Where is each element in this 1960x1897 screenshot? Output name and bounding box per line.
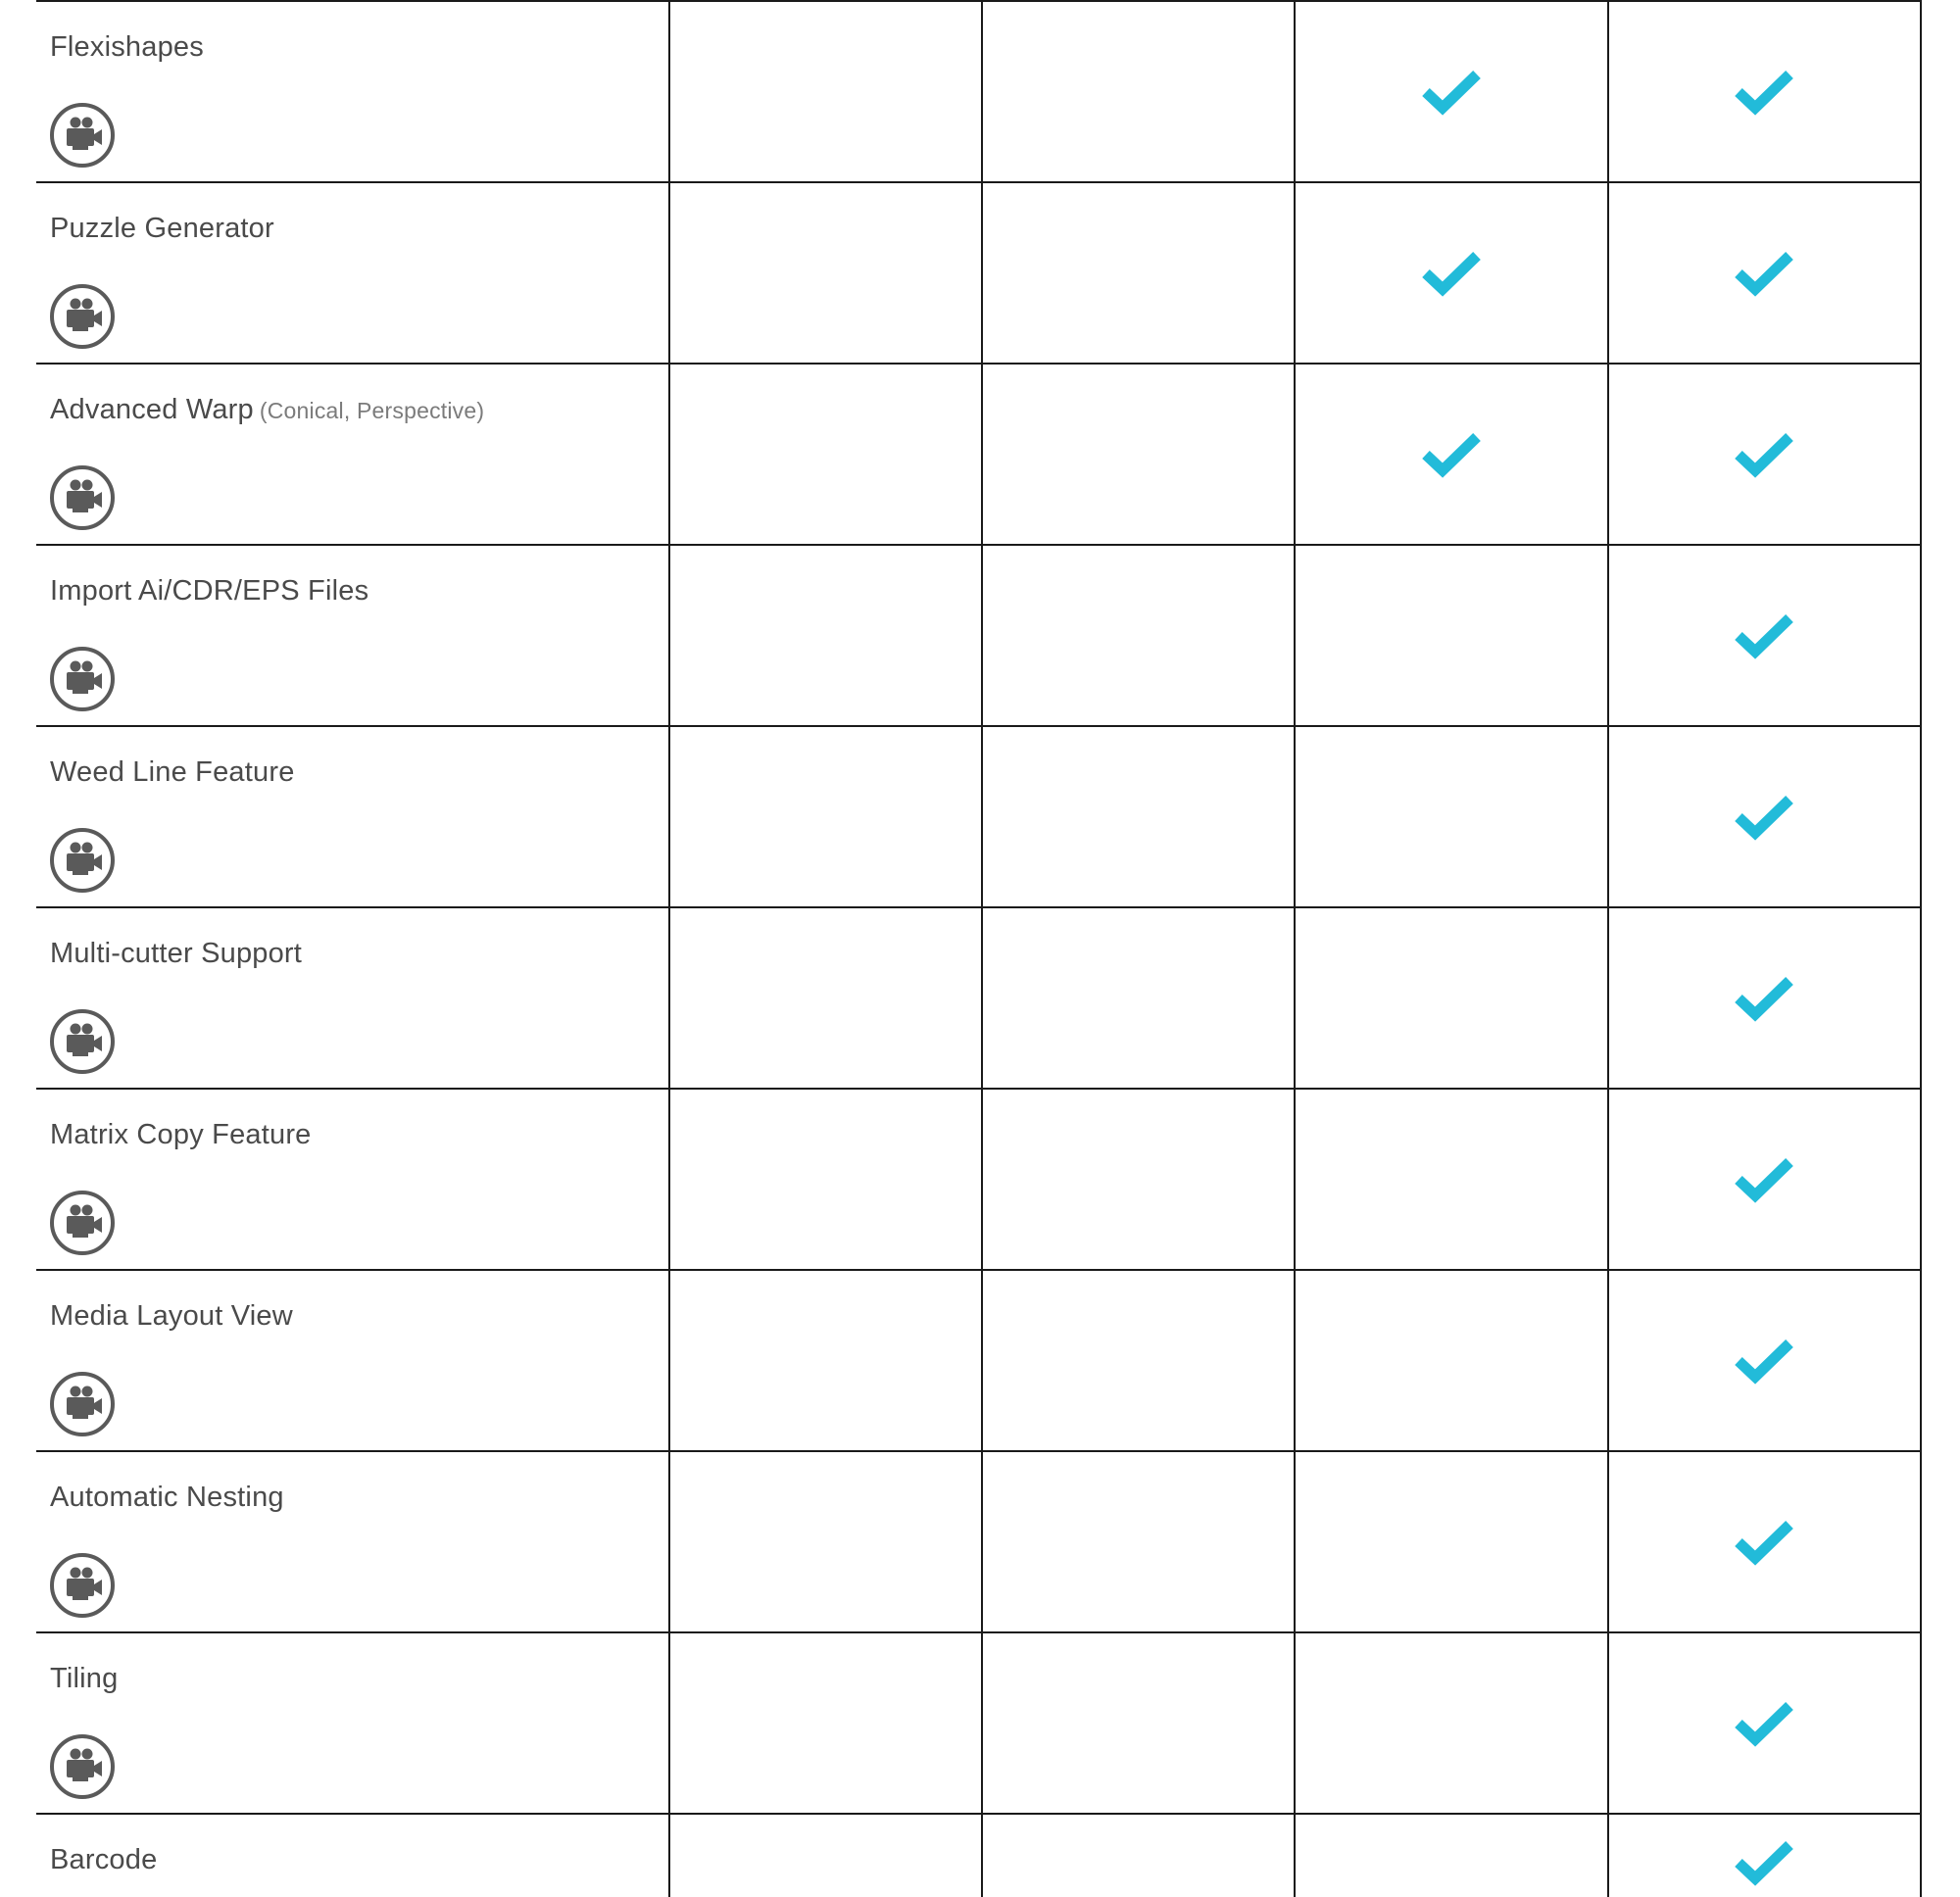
plan-2-cell (982, 726, 1295, 907)
feature-title (50, 394, 484, 426)
feature-name-cell (36, 726, 669, 907)
checkmark-icon (1734, 974, 1794, 1023)
plan-1-cell (669, 1814, 982, 1897)
feature-title (50, 575, 368, 608)
feature-name: Advanced Warp (50, 394, 254, 425)
checkmark-icon (1734, 1699, 1794, 1748)
table-row (36, 1089, 1921, 1270)
plan-2-cell (982, 1, 1295, 182)
feature-comparison-table (36, 0, 1922, 1897)
plan-3-cell (1295, 907, 1607, 1089)
plan-4-cell (1608, 364, 1921, 545)
feature-title (50, 31, 204, 64)
feature-name-cell (36, 1089, 669, 1270)
feature-table-body (36, 1, 1921, 1897)
feature-name: Multi-cutter Support (50, 938, 303, 969)
feature-title (50, 756, 295, 789)
plan-1-cell (669, 1, 982, 182)
plan-2-cell (982, 1632, 1295, 1814)
feature-subtitle: (Conical, Perspective) (259, 398, 485, 423)
plan-4-cell (1608, 1814, 1921, 1897)
plan-3-cell (1295, 182, 1607, 364)
feature-title (50, 1482, 284, 1514)
table-row (36, 1, 1921, 182)
feature-cell-content (36, 1090, 668, 1269)
feature-title (50, 1663, 118, 1695)
feature-name: Flexishapes (50, 31, 204, 63)
feature-name: Matrix Copy Feature (50, 1119, 312, 1150)
feature-name-cell (36, 1451, 669, 1632)
feature-cell-content (36, 183, 668, 363)
plan-3-cell (1295, 1451, 1607, 1632)
plan-1-cell (669, 907, 982, 1089)
feature-cell-content (36, 727, 668, 906)
feature-cell-content (36, 1271, 668, 1450)
checkmark-icon (1734, 249, 1794, 298)
plan-4-cell (1608, 182, 1921, 364)
checkmark-icon (1734, 793, 1794, 842)
plan-1-cell (669, 1270, 982, 1451)
feature-title (50, 213, 274, 245)
table-row (36, 182, 1921, 364)
plan-1-cell (669, 1089, 982, 1270)
video-camera-icon[interactable] (49, 827, 116, 894)
plan-1-cell (669, 545, 982, 726)
feature-name-cell (36, 182, 669, 364)
feature-title (50, 1844, 157, 1876)
table-row (36, 726, 1921, 907)
plan-1-cell (669, 1632, 982, 1814)
plan-4-cell (1608, 1, 1921, 182)
plan-1-cell (669, 726, 982, 907)
feature-cell-content (36, 1815, 668, 1897)
plan-1-cell (669, 1451, 982, 1632)
plan-3-cell (1295, 1, 1607, 182)
plan-3-cell (1295, 364, 1607, 545)
table-row (36, 364, 1921, 545)
feature-name-cell (36, 1, 669, 182)
feature-name: Tiling (50, 1663, 119, 1694)
plan-3-cell (1295, 1814, 1607, 1897)
checkmark-icon (1734, 1337, 1794, 1386)
checkmark-icon (1734, 430, 1794, 479)
video-camera-icon[interactable] (49, 1190, 116, 1256)
plan-2-cell (982, 364, 1295, 545)
video-camera-icon[interactable] (49, 102, 116, 169)
plan-4-cell (1608, 1270, 1921, 1451)
feature-name-cell (36, 1814, 669, 1897)
feature-name: Weed Line Feature (50, 756, 295, 788)
plan-1-cell (669, 182, 982, 364)
feature-name-cell (36, 907, 669, 1089)
feature-name-cell (36, 1632, 669, 1814)
plan-2-cell (982, 1089, 1295, 1270)
plan-1-cell (669, 364, 982, 545)
plan-2-cell (982, 1814, 1295, 1897)
plan-3-cell (1295, 1632, 1607, 1814)
table-row (36, 907, 1921, 1089)
video-camera-icon[interactable] (49, 646, 116, 712)
feature-title (50, 1300, 293, 1333)
feature-cell-content (36, 365, 668, 544)
video-camera-icon[interactable] (49, 1733, 116, 1800)
checkmark-icon (1421, 68, 1482, 117)
feature-cell-content (36, 2, 668, 181)
feature-name: Import Ai/CDR/EPS Files (50, 575, 369, 607)
table-row (36, 1270, 1921, 1451)
feature-title (50, 1119, 312, 1151)
table-row (36, 1632, 1921, 1814)
checkmark-icon (1734, 1838, 1794, 1887)
table-row (36, 1814, 1921, 1897)
video-camera-icon[interactable] (49, 1371, 116, 1437)
feature-name: Puzzle Generator (50, 213, 274, 244)
checkmark-icon (1734, 611, 1794, 660)
plan-2-cell (982, 1451, 1295, 1632)
plan-2-cell (982, 1270, 1295, 1451)
plan-4-cell (1608, 907, 1921, 1089)
checkmark-icon (1734, 68, 1794, 117)
checkmark-icon (1734, 1155, 1794, 1204)
feature-name: Automatic Nesting (50, 1482, 284, 1513)
plan-4-cell (1608, 726, 1921, 907)
feature-name-cell (36, 364, 669, 545)
video-camera-icon[interactable] (49, 1552, 116, 1619)
feature-title (50, 938, 302, 970)
video-camera-icon[interactable] (49, 464, 116, 531)
plan-3-cell (1295, 545, 1607, 726)
table-row (36, 545, 1921, 726)
plan-2-cell (982, 907, 1295, 1089)
feature-name: Barcode (50, 1844, 158, 1875)
feature-name: Media Layout View (50, 1300, 293, 1332)
feature-name-cell (36, 1270, 669, 1451)
feature-name-cell (36, 545, 669, 726)
video-camera-icon[interactable] (49, 283, 116, 350)
checkmark-icon (1421, 430, 1482, 479)
table-row (36, 1451, 1921, 1632)
plan-3-cell (1295, 1270, 1607, 1451)
plan-4-cell (1608, 1089, 1921, 1270)
feature-cell-content (36, 1633, 668, 1813)
feature-cell-content (36, 1452, 668, 1631)
video-camera-icon[interactable] (49, 1008, 116, 1075)
feature-cell-content (36, 908, 668, 1088)
plan-4-cell (1608, 1451, 1921, 1632)
plan-2-cell (982, 182, 1295, 364)
plan-3-cell (1295, 1089, 1607, 1270)
plan-4-cell (1608, 545, 1921, 726)
checkmark-icon (1734, 1518, 1794, 1567)
plan-2-cell (982, 545, 1295, 726)
plan-4-cell (1608, 1632, 1921, 1814)
feature-cell-content (36, 546, 668, 725)
checkmark-icon (1421, 249, 1482, 298)
plan-3-cell (1295, 726, 1607, 907)
